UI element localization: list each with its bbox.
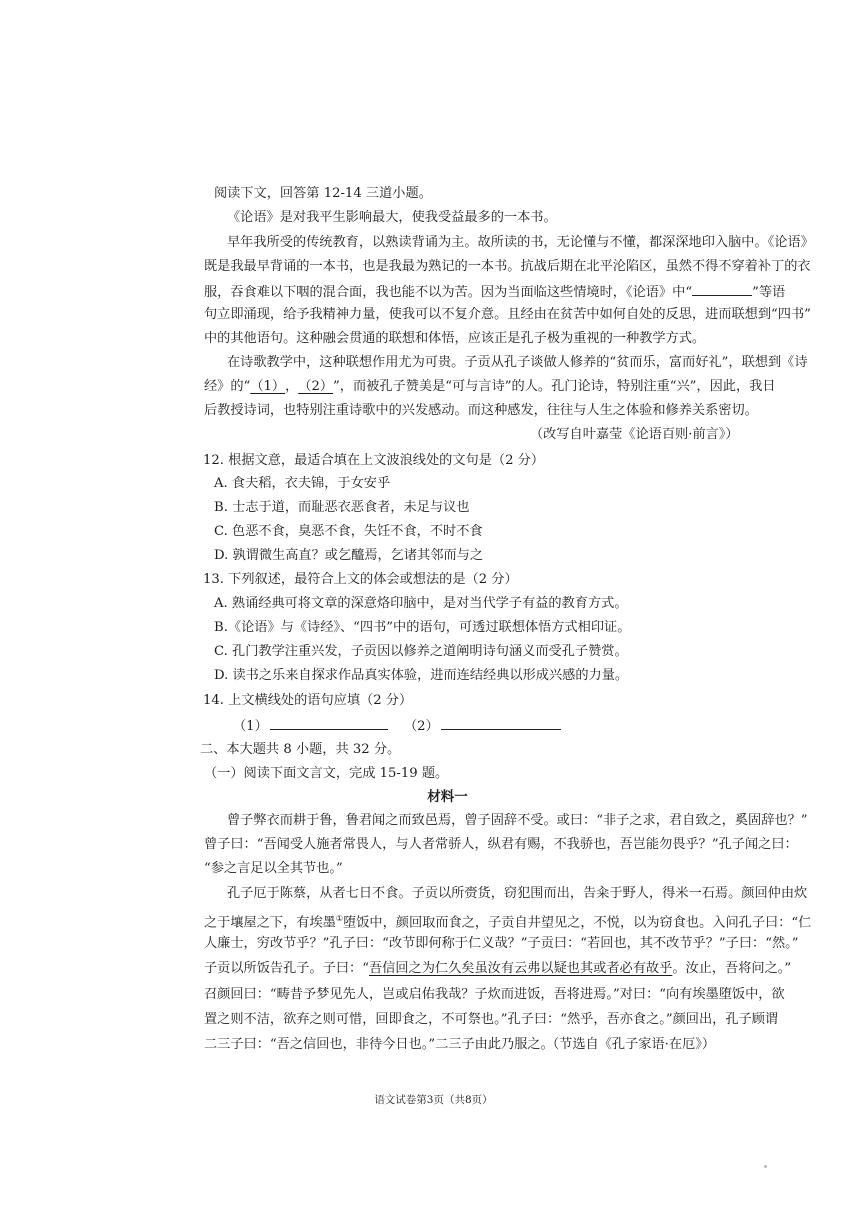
passage-line-text: 之于壤屋之下，有埃墨 <box>204 915 336 931</box>
underlined-sentence: 吾信回之为仁久矣虽汝有云弗以疑也其或者必有故乎 <box>369 961 673 976</box>
blank-1-marker: （1） <box>250 379 286 394</box>
scan-speck <box>764 1165 767 1168</box>
passage-paragraph-3-line-1: 在诗歌教学中，这种联想作用尤为可贵。子贡从孔子谈做人修养的“贫而乐，富而好礼”，联想到《诗 <box>227 355 808 370</box>
passage-paragraph-3-line-3: 后教授诗词，也特别注重诗歌中的兴发感动。而这种感发，往往与人生之体验和修养关系密切。 <box>204 403 758 418</box>
section-2-header: 二、本大题共 8 小题，共 32 分。 <box>200 742 401 757</box>
answer-line-1[interactable] <box>270 715 388 730</box>
material-title: 材料一 <box>427 789 468 805</box>
material-2-source: （节选自《孔子家语·在厄》） <box>546 1037 716 1052</box>
material-2-line-6: 置之则不洁，欲弃之则可惜，回即食之，不可祭也。”孔子曰：“然乎，吾亦食之。”颜回出，孔子顾谓 <box>204 1012 779 1027</box>
passage-line-text: 子贡以所饭告孔子。子曰：“ <box>204 961 369 976</box>
question-12-option-d: D. 孰谓微生高直？或乞醯焉，乞诸其邻而与之 <box>214 548 484 563</box>
passage-paragraph-2-line-5: 中的其他语句。这种融会贯通的联想和体悟，应该正是孔子极为重视的一种教学方式。 <box>204 331 706 346</box>
question-14-stem: 14. 上文横线处的语句应填（2 分） <box>203 693 413 708</box>
question-13-option-d: D. 读书之乐来自探求作品真实体验，进而连结经典以形成兴感的力量。 <box>214 668 629 683</box>
passage-paragraph-2-line-2: 既是我最早背诵的一本书，也是我最为熟记的一本书。抗战后期在北平沦陷区，虽然不得不穿着补丁的衣 <box>204 259 811 274</box>
blank-separator: ， <box>285 379 299 394</box>
question-13-option-a: A. 熟诵经典可将文章的深意烙印脑中，是对当代学子有益的教育方式。 <box>214 596 628 611</box>
passage-line-text: ”，而被孔子赞美是“可与言诗”的人。孔门论诗，特别注重“兴”，因此，我日 <box>333 379 776 394</box>
question-12-option-a: A. 食夫稻，衣夫锦，于女安乎 <box>214 476 391 491</box>
passage-line-text-tail: ”等语 <box>752 285 786 300</box>
question-12-option-c: C. 色恶不食，臭恶不食，失饪不食，不时不食 <box>214 524 483 539</box>
passage-line-text: 堕饭中，颜回取而食之，子贡自井望见之，不悦，以为窃食也。入问孔子曰：“仁 <box>343 915 812 931</box>
material-1-line-3: “参之言足以全其节也。” <box>204 861 343 876</box>
passage-line-text: 。汝止，吾将问之。” <box>672 961 792 976</box>
answer-line-2[interactable] <box>441 715 561 730</box>
material-2-line-3: 人廉士，穷改节乎？”孔子曰：“改节即何称于仁义哉？”子贡曰：“若回也，其不改节乎？”子曰：“然。” <box>204 936 799 951</box>
question-12-option-b: B. 士志于道，而耻恶衣恶食者，未足与议也 <box>214 500 470 515</box>
question-14-blank-1[interactable] <box>233 715 388 737</box>
material-2-line-1: 孔子厄于陈蔡，从者七日不食。子贡以所赍货，窃犯围而出，告籴于野人，得米一石焉。颜回仲由炊 <box>227 886 808 901</box>
material-2-line-7: 二三子曰：“吾之信回也，非待今日也。”二三子由此乃服之。 <box>204 1037 554 1052</box>
material-2-line-5: 召颜回曰：“畴昔予梦见先人，岂或启佑我哉？子炊而进饭，吾将进焉。”对曰：“向有埃墨堕饭中，欲 <box>204 987 785 1002</box>
footnote-marker: ① <box>335 914 344 923</box>
blank-1-label: （1） <box>233 719 268 734</box>
passage-line-text: 服，吞食难以下咽的混合面，我也能不以为苦。因为当面临这些情境时，《论语》中“ <box>204 285 693 300</box>
material-1-line-1: 曾子弊衣而耕于鲁，鲁君闻之而致邑焉，曾子固辞不受。或曰：“非子之求，君自致之，奚固辞也？” <box>227 813 808 828</box>
question-12-stem: 12. 根据文意，最适合填在上文波浪线处的文句是（2 分） <box>203 453 545 468</box>
passage-paragraph-1: 《论语》是对我平生影响最大，使我受益最多的一本书。 <box>227 210 557 225</box>
passage-paragraph-2-line-3 <box>204 281 785 303</box>
page-footer: 语文试卷第3页（共8页） <box>374 1094 493 1106</box>
question-13-option-c: C. 孔门教学注重兴发，子贡因以修养之道阐明诗句涵义而受孔子赞赏。 <box>214 644 628 659</box>
material-1-line-2: 曾子曰：“吾闻受人施者常畏人，与人者常骄人，纵君有赐，不我骄也，吾岂能勿畏乎？”孔子闻之曰： <box>204 837 798 852</box>
material-2-line-4 <box>204 959 791 979</box>
question-13-option-b: B.《论语》与《诗经》、“四书”中的语句，可透过联想体悟方式相印证。 <box>214 620 631 635</box>
reading-intro: 阅读下文，回答第 12-14 三道小题。 <box>214 186 432 201</box>
material-2-line-2 <box>204 909 811 933</box>
section-2-subheader: （一）阅读下面文言文，完成 15-19 题。 <box>204 766 449 781</box>
passage-line-text: 经》的“ <box>204 379 251 394</box>
passage-source: （改写自叶嘉莹《论语百则·前言》） <box>530 427 739 442</box>
blank-2-marker: （2） <box>298 379 334 394</box>
blank-2-label: （2） <box>404 719 439 734</box>
question-13-stem: 13. 下列叙述，最符合上文的体会或想法的是（2 分） <box>203 572 518 587</box>
wave-line-blank <box>692 281 752 296</box>
question-14-blank-2[interactable] <box>404 715 561 737</box>
passage-paragraph-2-line-4: 句立即涌现，给予我精神力量，使我可以不复介意。且经由在贫苦中如何自处的反思，进而联想到“四书” <box>204 307 811 322</box>
passage-paragraph-3-line-2 <box>204 377 776 397</box>
passage-paragraph-2-line-1: 早年我所受的传统教育，以熟读背诵为主。故所读的书，无论懂与不懂，都深深地印入脑中。《论语》 <box>227 235 814 250</box>
